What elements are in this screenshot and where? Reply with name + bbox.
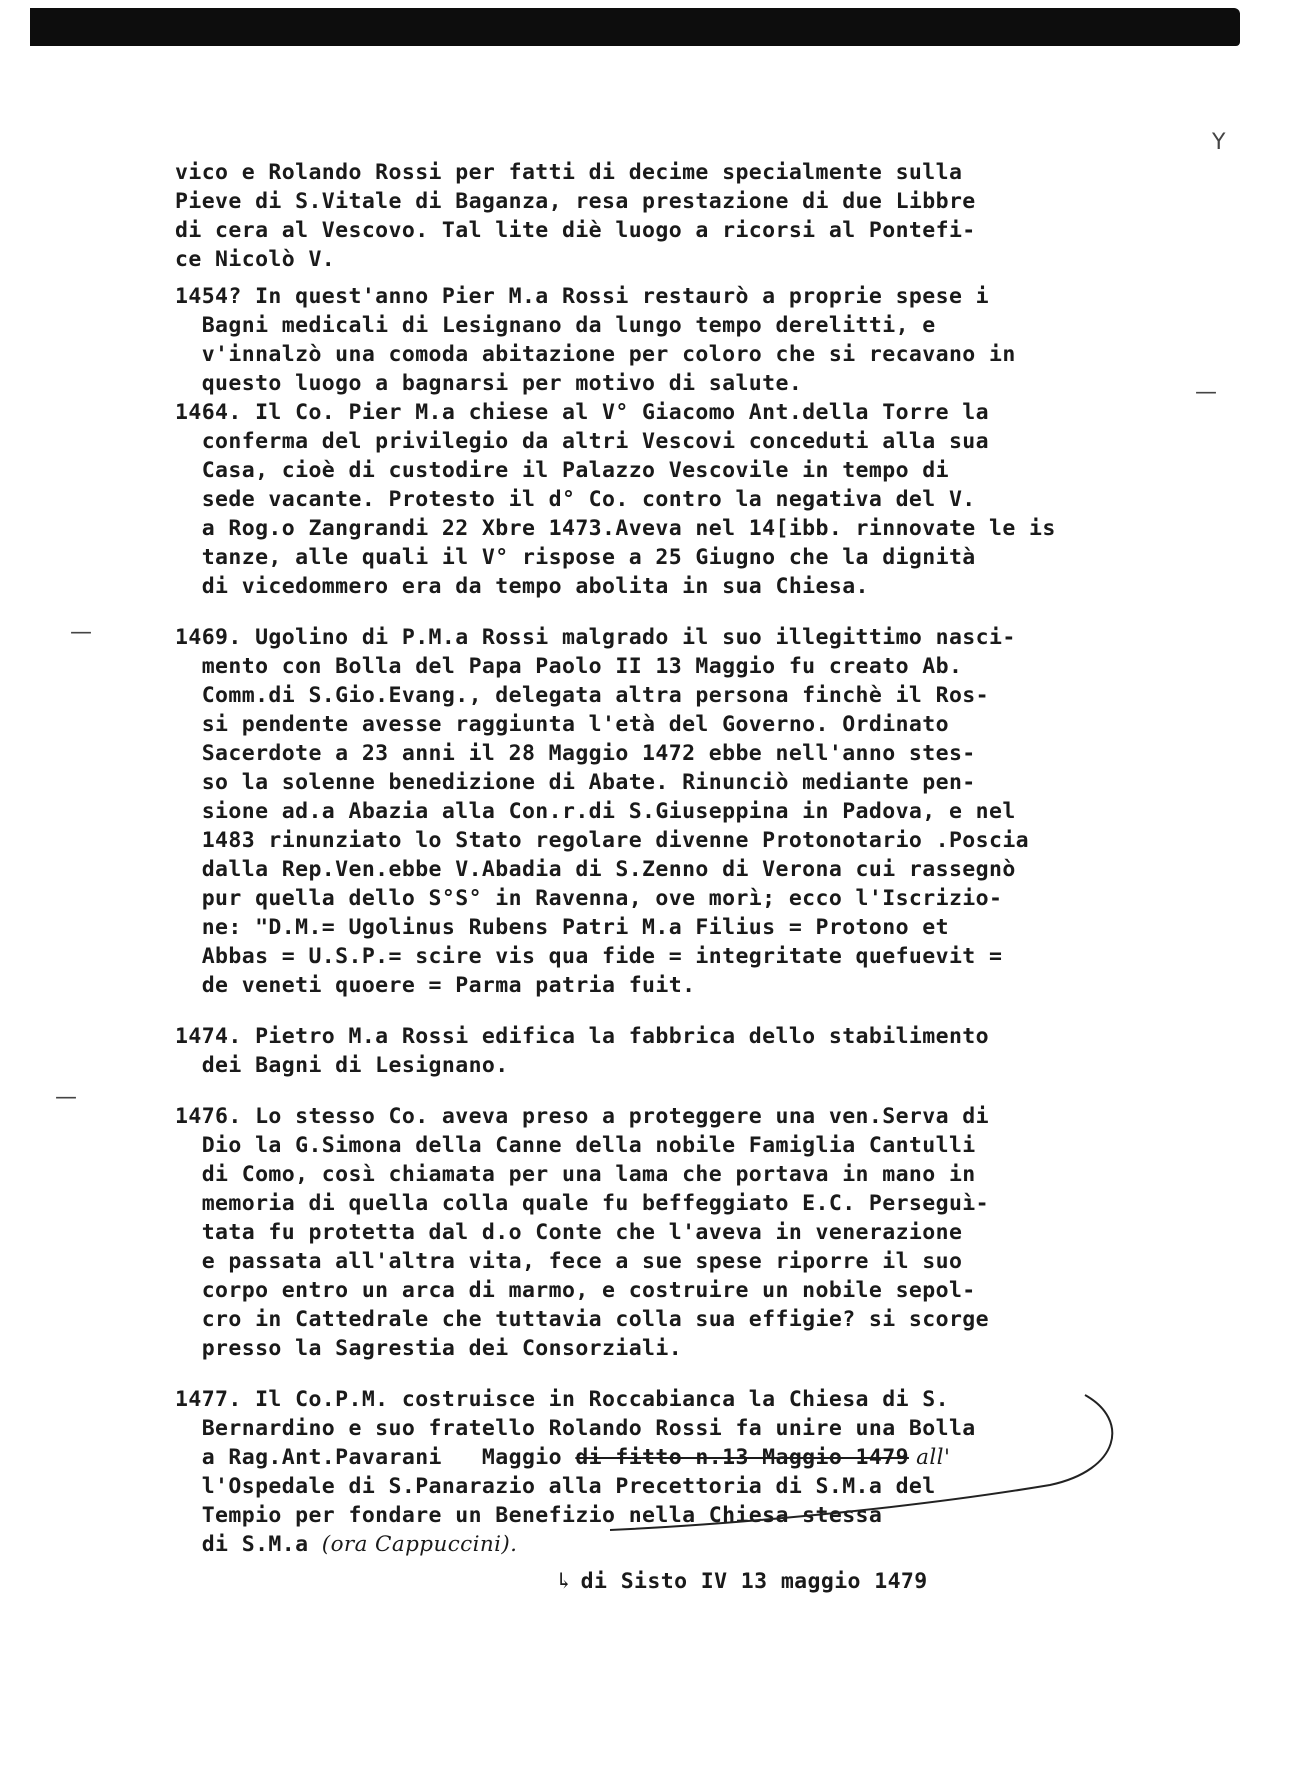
text-line: Sacerdote a 23 anni il 28 Maggio 1472 ebbe nell'anno stes- [175,741,976,766]
arrow-icon: ↳ [555,1569,581,1594]
text-line: ce Nicolò V. [175,247,336,272]
text-line: 1464. Il Co. Pier M.a chiese al V° Giacomo Ant.della Torre la [175,400,989,425]
text-line: tanze, alle quali il V° rispose a 25 Giugno che la dignità [175,545,976,570]
text-line: pur quella dello S°S° in Ravenna, ove morì; ecco l'Iscrizio- [175,886,1003,911]
text-line: sione ad.a Abazia alla Con.r.di S.Giuseppina in Padova, e nel [175,799,1016,824]
struck-text: di fitto n.13 Maggio 1479 [575,1445,909,1470]
margin-mark: — [1195,380,1217,405]
text-line: di vicedommero era da tempo abolita in sua Chiesa. [175,574,869,599]
text-line: di Como, così chiamata per una lama che portava in mano in [175,1162,976,1187]
margin-mark: — [55,1085,77,1110]
scan-edge-bar [30,8,1240,46]
text-fragment: di S.M.a [175,1532,322,1557]
text-line: Tempio per fondare un Benefizio nella Chiesa stessa [175,1503,883,1528]
text-line: a Rog.o Zangrandi 22 Xbre 1473.Aveva nel 14[ibb. rinnovate le is [175,516,1056,541]
document-body [175,158,1135,1596]
handwritten-fragment: all' [908,1445,951,1470]
text-line: vico e Rolando Rossi per fatti di decime specialmente sulla [175,160,963,185]
text-fragment: a Rag.Ant.Pavarani Maggio [175,1445,576,1470]
text-line: l'Ospedale di S.Panarazio alla Precettoria di S.M.a del [175,1474,936,1499]
entry-1474 [175,1022,1135,1080]
text-line: di cera al Vescovo. Tal lite diè luogo a ricorsi al Pontefi- [175,218,976,243]
entry-1477 [175,1385,1135,1596]
entry-1454 [175,282,1135,398]
text-line: si pendente avesse raggiunta l'età del Governo. Ordinato [175,712,949,737]
text-line: Casa, cioè di custodire il Palazzo Vescovile in tempo di [175,458,949,483]
text-line: Abbas = U.S.P.= scire vis qua fide = integritate quefuevit = [175,944,1003,969]
inserted-text: ↳ di Sisto IV 13 maggio 1479 [555,1569,928,1594]
text-line: Pieve di S.Vitale di Baganza, resa prestazione di due Libbre [175,189,976,214]
text-line: dalla Rep.Ven.ebbe V.Abadia di S.Zenno di Verona cui rassegnò [175,857,1016,882]
text-line: dei Bagni di Lesignano. [175,1053,509,1078]
text-line: so la solenne benedizione di Abate. Rinunciò mediante pen- [175,770,976,795]
text-line: ne: "D.M.= Ugolinus Rubens Patri M.a Filius = Protono et [175,915,949,940]
text-line: Bernardino e suo fratello Rolando Rossi fa unire una Bolla [175,1416,976,1441]
text-line: 1469. Ugolino di P.M.a Rossi malgrado il suo illegittimo nasci- [175,625,1016,650]
text-line: Comm.di S.Gio.Evang., delegata altra persona finchè il Ros- [175,683,989,708]
text-line: questo luogo a bagnarsi per motivo di salute. [175,371,803,396]
text-line: 1454? In quest'anno Pier M.a Rossi restaurò a proprie spese i [175,284,989,309]
text-line: 1483 rinunziato lo Stato regolare divenne Protonotario .Poscia [175,828,1030,853]
text-line: Dio la G.Simona della Canne della nobile Famiglia Cantulli [175,1133,976,1158]
margin-mark: — [70,620,92,645]
text-line: de veneti quoere = Parma patria fuit. [175,973,696,998]
entry-1464 [175,398,1135,601]
entry-continuation [175,158,1135,274]
text-line: 1477. Il Co.P.M. costruisce in Roccabianca la Chiesa di S. [175,1387,949,1412]
entry-1476 [175,1102,1135,1363]
text-line: sede vacante. Protesto il d° Co. contro la negativa del V. [175,487,976,512]
entry-1469 [175,623,1135,1000]
text-line: corpo entro un arca di marmo, e costruire un nobile sepol- [175,1278,976,1303]
text-line: presso la Sagrestia dei Consorziali. [175,1336,683,1361]
text-line: memoria di quella colla quale fu beffeggiato E.C. Perseguì- [175,1191,989,1216]
text-line: cro in Cattedrale che tuttavia colla sua effigie? si scorge [175,1307,989,1332]
handwritten-note: (ora Cappuccini). [321,1532,518,1557]
text-line: e passata all'altra vita, fece a sue spese riporre il suo [175,1249,963,1274]
margin-mark: Y [1212,130,1226,155]
text-line: tata fu protetta dal d.o Conte che l'aveva in venerazione [175,1220,963,1245]
text-line-with-note [175,1530,1135,1559]
text-line: 1474. Pietro M.a Rossi edifica la fabbrica dello stabilimento [175,1024,989,1049]
text-line: mento con Bolla del Papa Paolo II 13 Maggio fu creato Ab. [175,654,963,679]
text-line: v'innalzò una comoda abitazione per coloro che si recavano in [175,342,1016,367]
text-line: 1476. Lo stesso Co. aveva preso a proteggere una ven.Serva di [175,1104,989,1129]
text-line: Bagni medicali di Lesignano da lungo tempo derelitti, e [175,313,936,338]
text-line-with-strike [175,1443,1135,1472]
text-line: conferma del privilegio da altri Vescovi conceduti alla sua [175,429,989,454]
